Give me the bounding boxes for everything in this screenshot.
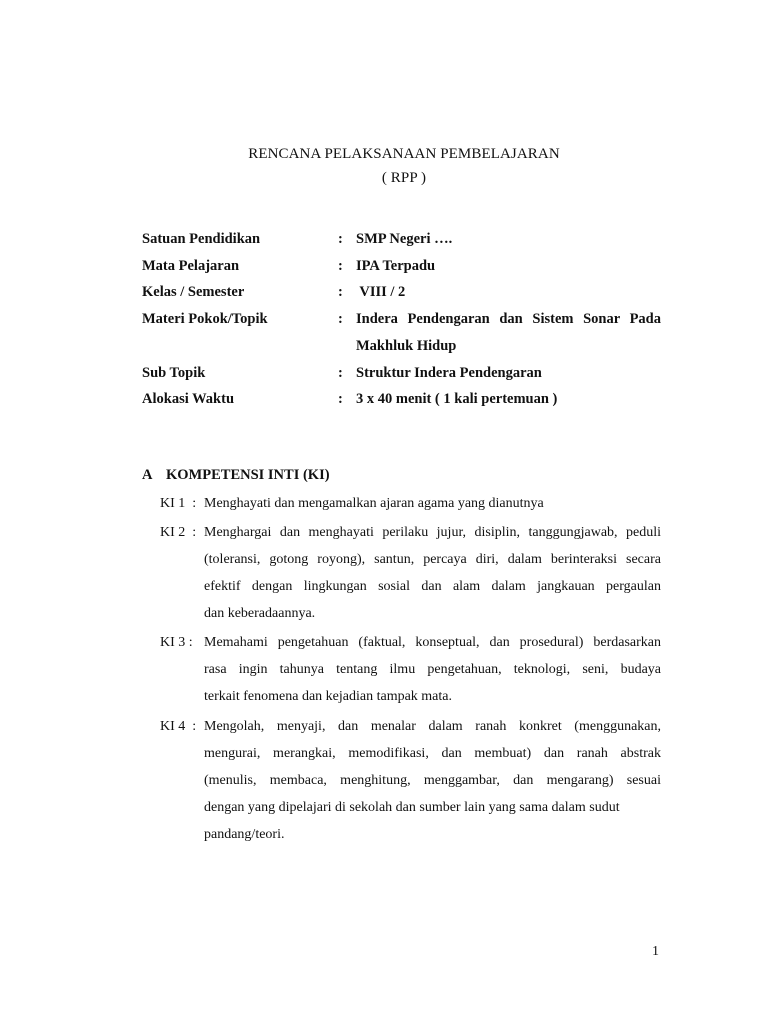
identity-label: Materi Pokok/Topik — [142, 311, 268, 327]
identity-value: Indera Pendengaran dan Sistem Sonar Pada — [356, 311, 661, 327]
ki-text — [204, 519, 661, 627]
ki-line: mengurai, merangkai, memodifikasi, dan membuat) dan ranah abstrak — [204, 746, 661, 761]
ki-line: Menghayati dan mengamalkan ajaran agama yang dianutnya — [204, 496, 544, 511]
identity-value: IPA Terpadu — [356, 258, 436, 274]
ki-line: Mengolah, menyaji, dan menalar dalam ranah konkret (menggunakan, — [204, 719, 661, 734]
identity-colon: : — [338, 231, 343, 247]
identity-colon: : — [338, 365, 343, 381]
identity-label: Sub Topik — [142, 365, 206, 381]
identity-value: SMP Negeri …. — [356, 231, 453, 247]
ki-text — [204, 490, 661, 517]
identity-colon: : — [338, 391, 343, 407]
ki-code: KI 4 : — [160, 719, 197, 734]
ki-line: dengan yang dipelajari di sekolah dan sumber lain yang sama dalam sudut — [204, 800, 620, 815]
ki-line: pandang/teori. — [204, 827, 285, 842]
document-title: RENCANA PELAKSANAAN PEMBELAJARAN — [248, 146, 560, 162]
ki-line: dan keberadaannya. — [204, 606, 316, 621]
ki-line: rasa ingin tahunya tentang ilmu pengetahuan, teknologi, seni, budaya — [204, 662, 661, 677]
ki-line: terkait fenomena dan kejadian tampak mata. — [204, 689, 453, 704]
ki-line: Memahami pengetahuan (faktual, konseptual, dan prosedural) berdasarkan — [204, 635, 661, 650]
ki-line: efektif dengan lingkungan sosial dan alam dalam jangkauan pergaulan — [204, 579, 661, 594]
ki-line: (menulis, membaca, menghitung, menggambar, dan mengarang) sesuai — [204, 773, 661, 788]
ki-text — [204, 713, 661, 848]
identity-label: Alokasi Waktu — [142, 391, 235, 407]
ki-code: KI 2 : — [160, 525, 197, 540]
ki-line: (toleransi, gotong royong), santun, percaya diri, dalam berinteraksi secara — [204, 552, 661, 567]
identity-colon: : — [338, 311, 343, 327]
section-title: KOMPETENSI INTI (KI) — [166, 467, 330, 483]
ki-text — [204, 629, 661, 710]
identity-label: Kelas / Semester — [142, 284, 245, 300]
identity-value-continuation: Makhluk Hidup — [356, 338, 457, 354]
identity-value: 3 x 40 menit ( 1 kali pertemuan ) — [356, 391, 558, 407]
identity-label: Mata Pelajaran — [142, 258, 240, 274]
section-letter: A — [142, 467, 153, 483]
identity-value: VIII / 2 — [356, 284, 406, 300]
ki-code: KI 3 : — [160, 635, 193, 650]
document-subtitle: ( RPP ) — [381, 170, 427, 186]
identity-colon: : — [338, 258, 343, 274]
identity-value: Struktur Indera Pendengaran — [356, 365, 542, 381]
ki-line: Menghargai dan menghayati perilaku jujur, disiplin, tanggungjawab, peduli — [204, 525, 661, 540]
section-heading — [142, 467, 330, 484]
identity-label: Satuan Pendidikan — [142, 231, 261, 247]
ki-code: KI 1 : — [160, 496, 197, 511]
page-number: 1 — [652, 944, 659, 959]
identity-colon: : — [338, 284, 343, 300]
